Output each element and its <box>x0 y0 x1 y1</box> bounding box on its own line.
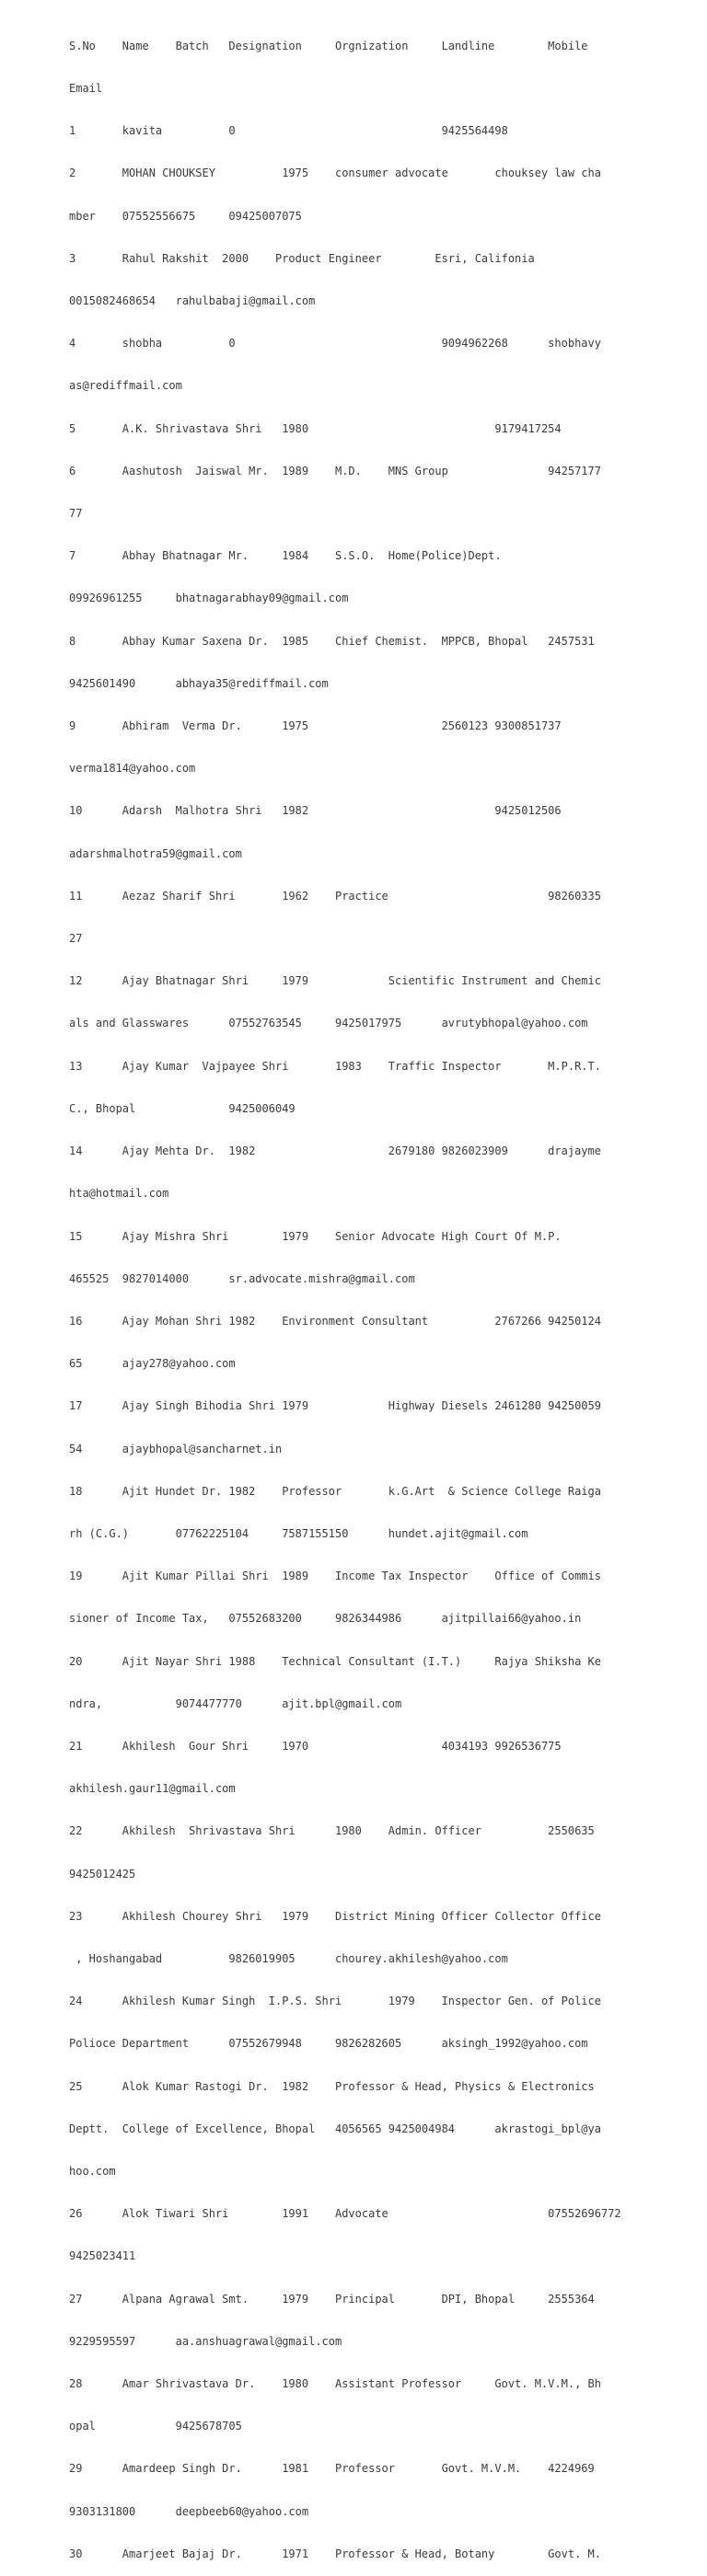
doc-line: 9 Abhiram Verma Dr. 1975 2560123 9300851737 <box>69 719 562 733</box>
doc-line: as@rediffmail.com <box>69 379 182 393</box>
doc-line: 27 <box>69 932 83 946</box>
doc-line: als and Glasswares 07552763545 9425017975 avrutybhopal@yahoo.com <box>69 1017 588 1030</box>
doc-line: 4 shobha 0 9094962268 shobhavy <box>69 337 601 351</box>
doc-line: Polioce Department 07552679948 9826282605 aksingh_1992@yahoo.com <box>69 2037 588 2051</box>
doc-line: 21 Akhilesh Gour Shri 1970 4034193 9926536775 <box>69 1739 562 1753</box>
doc-line: Deptt. College of Excellence, Bhopal 4056565 9425004984 akrastogi_bpl@ya <box>69 2122 601 2135</box>
doc-line: 17 Ajay Singh Bihodia Shri 1979 Highway Diesels 2461280 94250059 <box>69 1399 601 1413</box>
doc-line: 30 Amarjeet Bajaj Dr. 1971 Professor & Head, Botany Govt. M. <box>69 2547 601 2560</box>
doc-line: 8 Abhay Kumar Saxena Dr. 1985 Chief Chemist. MPPCB, Bhopal 2457531 <box>69 634 595 648</box>
doc-line: 15 Ajay Mishra Shri 1979 Senior Advocate High Court Of M.P. <box>69 1229 562 1243</box>
doc-line: sioner of Income Tax, 07552683200 9826344986 ajitpillai66@yahoo.in <box>69 1612 582 1626</box>
doc-line: 9425023411 <box>69 2249 136 2263</box>
doc-line: 20 Ajit Nayar Shri 1988 Technical Consultant (I.T.) Rajya Shiksha Ke <box>69 1654 601 1668</box>
doc-line: 465525 9827014000 sr.advocate.mishra@gmail.com <box>69 1271 415 1285</box>
doc-line: 09926961255 bhatnagarabhay09@gmail.com <box>69 592 349 605</box>
doc-line: 12 Ajay Bhatnagar Shri 1979 Scientific Instrument and Chemic <box>69 974 601 988</box>
doc-line: hoo.com <box>69 2164 116 2178</box>
doc-line: 9303131800 deepbeeb60@yahoo.com <box>69 2504 309 2518</box>
doc-line: 24 Akhilesh Kumar Singh I.P.S. Shri 1979 Inspector Gen. of Police <box>69 1995 601 2008</box>
doc-line: 16 Ajay Mohan Shri 1982 Environment Consultant 2767266 94250124 <box>69 1314 601 1328</box>
doc-line: 26 Alok Tiwari Shri 1991 Advocate 07552696772 <box>69 2207 621 2221</box>
doc-line: adarshmalhotra59@gmail.com <box>69 846 242 860</box>
doc-line: 10 Adarsh Malhotra Shri 1982 9425012506 <box>69 804 562 818</box>
doc-line: S.No Name Batch Designation Orgnization Landline Mobile <box>69 39 588 52</box>
doc-line: 54 ajaybhopal@sancharnet.in <box>69 1442 283 1455</box>
doc-line: , Hoshangabad 9826019905 chourey.akhilesh@yahoo.com <box>69 1951 508 1965</box>
doc-line: C., Bhopal 9425006049 <box>69 1101 296 1115</box>
doc-line: 22 Akhilesh Shrivastava Shri 1980 Admin. Officer 2550635 <box>69 1824 595 1838</box>
doc-line: 3 Rahul Rakshit 2000 Product Engineer Esri, Califonia <box>69 251 535 265</box>
doc-line: 25 Alok Kumar Rastogi Dr. 1982 Professor & Head, Physics & Electronics <box>69 2079 595 2093</box>
doc-line: rh (C.G.) 07762225104 7587155150 hundet.ajit@gmail.com <box>69 1526 528 1540</box>
doc-line: mber 07552556675 09425007075 <box>69 209 302 223</box>
doc-line: 5 A.K. Shrivastava Shri 1980 9179417254 <box>69 421 562 435</box>
doc-line: 9425012425 <box>69 1867 136 1880</box>
doc-line: 19 Ajit Kumar Pillai Shri 1989 Income Tax Inspector Office of Commis <box>69 1570 601 1583</box>
doc-line: 27 Alpana Agrawal Smt. 1979 Principal DPI, Bhopal 2555364 <box>69 2292 595 2306</box>
doc-line: 14 Ajay Mehta Dr. 1982 2679180 9826023909 drajayme <box>69 1144 601 1158</box>
document-text <box>69 11 621 2576</box>
doc-line: 23 Akhilesh Chourey Shri 1979 District Mining Officer Collector Office <box>69 1909 601 1923</box>
doc-line: ndra, 9074477770 ajit.bpl@gmail.com <box>69 1696 402 1710</box>
doc-line: 9229595597 aa.anshuagrawal@gmail.com <box>69 2334 342 2348</box>
doc-line: opal 9425678705 <box>69 2420 242 2433</box>
doc-line: 18 Ajit Hundet Dr. 1982 Professor k.G.Art & Science College Raiga <box>69 1484 601 1498</box>
doc-line: 7 Abhay Bhatnagar Mr. 1984 S.S.O. Home(Police)Dept. <box>69 549 502 563</box>
doc-line: 6 Aashutosh Jaiswal Mr. 1989 M.D. MNS Group 94257177 <box>69 464 601 477</box>
doc-line: verma1814@yahoo.com <box>69 762 196 776</box>
doc-line: hta@hotmail.com <box>69 1187 169 1201</box>
doc-line: 77 <box>69 507 83 521</box>
doc-line: 65 ajay278@yahoo.com <box>69 1357 236 1371</box>
doc-line: Email <box>69 82 103 96</box>
doc-line: 28 Amar Shrivastava Dr. 1980 Assistant Professor Govt. M.V.M., Bh <box>69 2376 601 2390</box>
doc-line: 29 Amardeep Singh Dr. 1981 Professor Govt. M.V.M. 4224969 <box>69 2462 595 2476</box>
doc-line: 2 MOHAN CHOUKSEY 1975 consumer advocate chouksey law cha <box>69 167 601 180</box>
doc-line: 11 Aezaz Sharif Shri 1962 Practice 98260335 <box>69 889 601 903</box>
doc-line: akhilesh.gaur11@gmail.com <box>69 1782 236 1796</box>
doc-line: 9425601490 abhaya35@rediffmail.com <box>69 676 329 690</box>
doc-line: 1 kavita 0 9425564498 <box>69 124 508 138</box>
doc-line: 13 Ajay Kumar Vajpayee Shri 1983 Traffic Inspector M.P.R.T. <box>69 1059 601 1073</box>
doc-line: 0015082468654 rahulbabaji@gmail.com <box>69 294 316 308</box>
